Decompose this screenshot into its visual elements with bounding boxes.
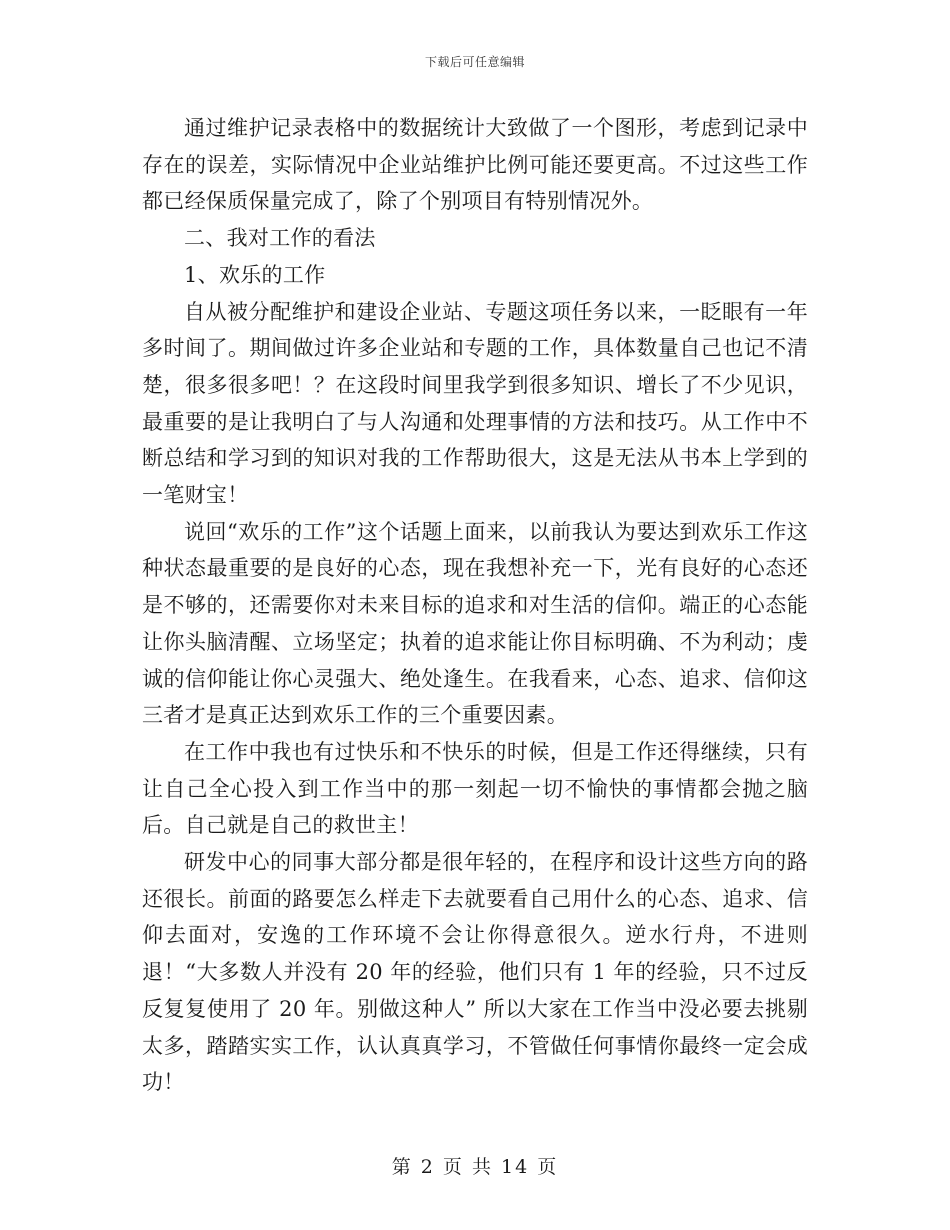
paragraph-happy-work: 说回“欢乐的工作”这个话题上面来，以前我认为要达到欢乐工作这种状态最重要的是良好的心态，现在我想补充一下，光有良好的心态还是不够的，还需要你对未来目标的追求和对生活的信仰。端正的心态能让你头脑清醒、立场坚定；执着的追求能让你目标明确、不为利动；虔诚的信仰能让你心灵强大、绝处逢生。在我看来，心态、追求、信仰这三者才是真正达到欢乐工作的三个重要因素。: [142, 519, 808, 728]
document-body: [142, 110, 808, 1101]
page-footer: 第 2 页 共 14 页: [391, 1156, 559, 1178]
subsection-heading: 1、欢乐的工作: [184, 262, 326, 287]
section-heading: 二、我对工作的看法: [184, 226, 376, 251]
page-header: 下载后可任意编辑: [424, 55, 525, 69]
paragraph-experience: 自从被分配维护和建设企业站、专题这项任务以来，一眨眼有一年多时间了。期间做过许多企业站和专题的工作，具体数量自己也记不清楚，很多很多吧！？在这段时间里我学到很多知识、增长了不少见识，最重要的是让我明白了与人沟通和处理事情的方法和技巧。从工作中不断总结和学习到的知识对我的工作帮助很大，这是无法从书本上学到的一笔财宝！: [142, 299, 808, 508]
paragraph-commitment: 在工作中我也有过快乐和不快乐的时候，但是工作还得继续，只有让自己全心投入到工作当中的那一刻起一切不愉快的事情都会抛之脑后。自己就是自己的救世主！: [142, 739, 808, 838]
paragraph-chart-summary: 通过维护记录表格中的数据统计大致做了一个图形，考虑到记录中存在的误差，实际情况中企业站维护比例可能还要更高。不过这些工作都已经保质保量完成了，除了个别项目有特别情况外。: [142, 116, 808, 214]
paragraph-colleagues: 研发中心的同事大部分都是很年轻的，在程序和设计这些方向的路还很长。前面的路要怎么样走下去就要看自己用什么的心态、追求、信仰去面对，安逸的工作环境不会让你得意很久。逆水行舟，不进则退！“大多数人并没有 20 年的经验，他们只有 1 年的经验，只不过反反复复使用了 20 年。别做这种人” 所以大家在工作当中没必要去挑剔太多，踏踏实实工作，认认真真学习，不管做任何事情你最终一定会成功！: [142, 850, 808, 1095]
